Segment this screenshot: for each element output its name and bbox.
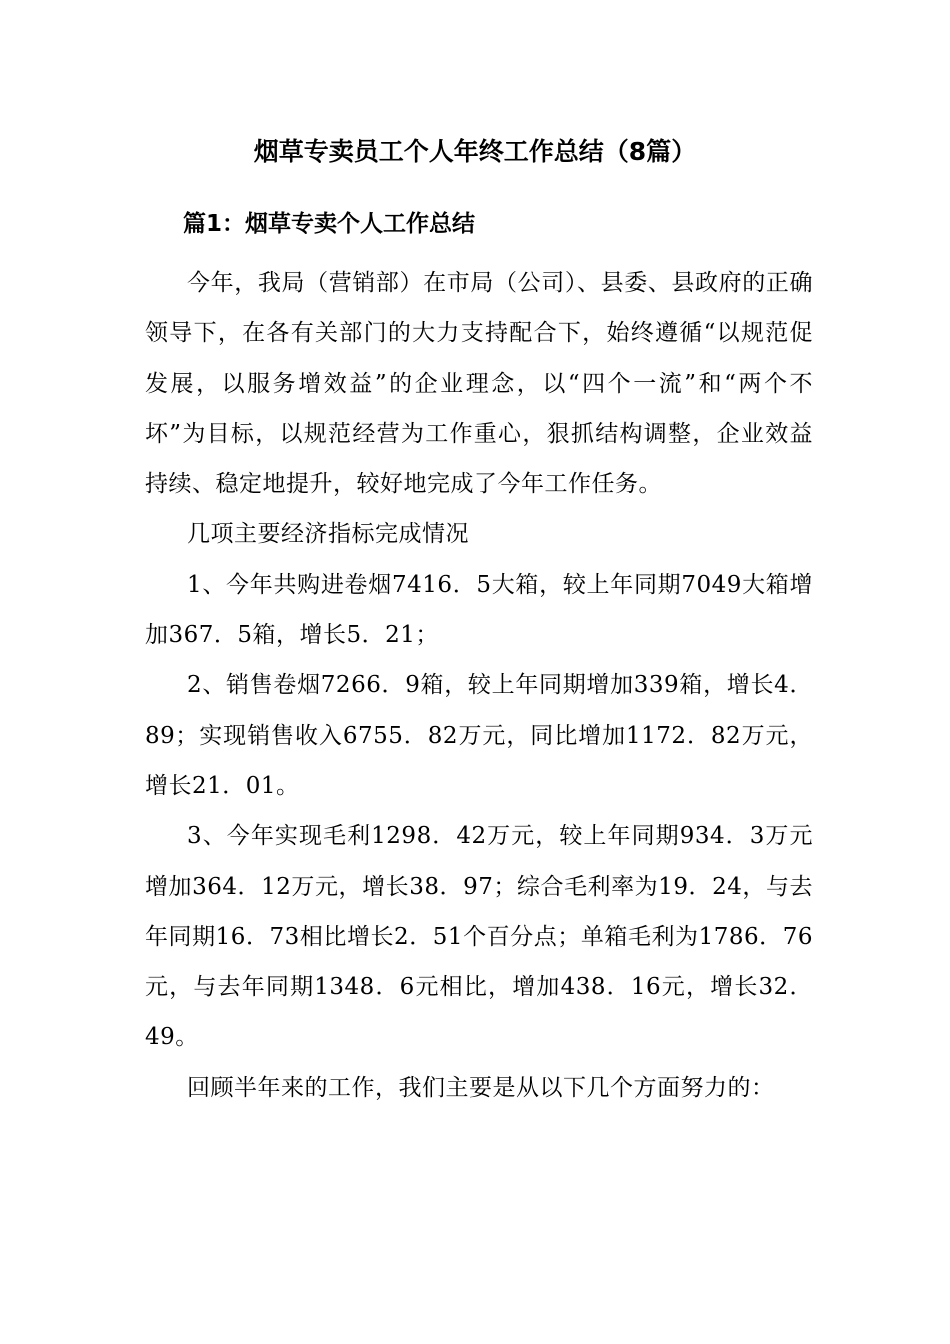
paragraph-review: 回顾半年来的工作，我们主要是从以下几个方面努力的： (187, 1074, 775, 1101)
paragraph-item-1: 1、今年共购进卷烟7416．5大箱，较上年同期7049大箱增加367．5箱，增长5．21； (145, 571, 813, 649)
paragraph-item-2: 2、销售卷烟7266．9箱，较上年同期增加339箱，增长4．89；实现销售收入6755．82万元，同比增加1172．82万元，增长21．01。 (145, 672, 813, 799)
document-title: 烟草专卖员工个人年终工作总结（8篇） (253, 137, 697, 166)
section-heading: 篇1：烟草专卖个人工作总结 (183, 211, 476, 237)
document-body (145, 258, 813, 1113)
paragraph-item-3: 3、今年实现毛利1298．42万元，较上年同期934．3万元增加364．12万元，增长38．97；综合毛利率为19．24，与去年同期16．73相比增长2．51个百分点；单箱毛利为1786．76元，与去年同期1348．6元相比，增加438．16元，增长32．49。 (145, 823, 813, 1051)
paragraph-intro: 今年，我局（营销部）在市局（公司）、县委、县政府的正确领导下，在各有关部门的大力支持配合下，始终遵循“以规范促发展，以服务增效益”的企业理念，以“四个一流”和“两个不坏”为目标，以规范经营为工作重心，狠抓结构调整，企业效益持续、稳定地提升，较好地完成了今年工作任务。 (145, 270, 813, 498)
paragraph-indicators-heading: 几项主要经济指标完成情况 (187, 521, 469, 548)
